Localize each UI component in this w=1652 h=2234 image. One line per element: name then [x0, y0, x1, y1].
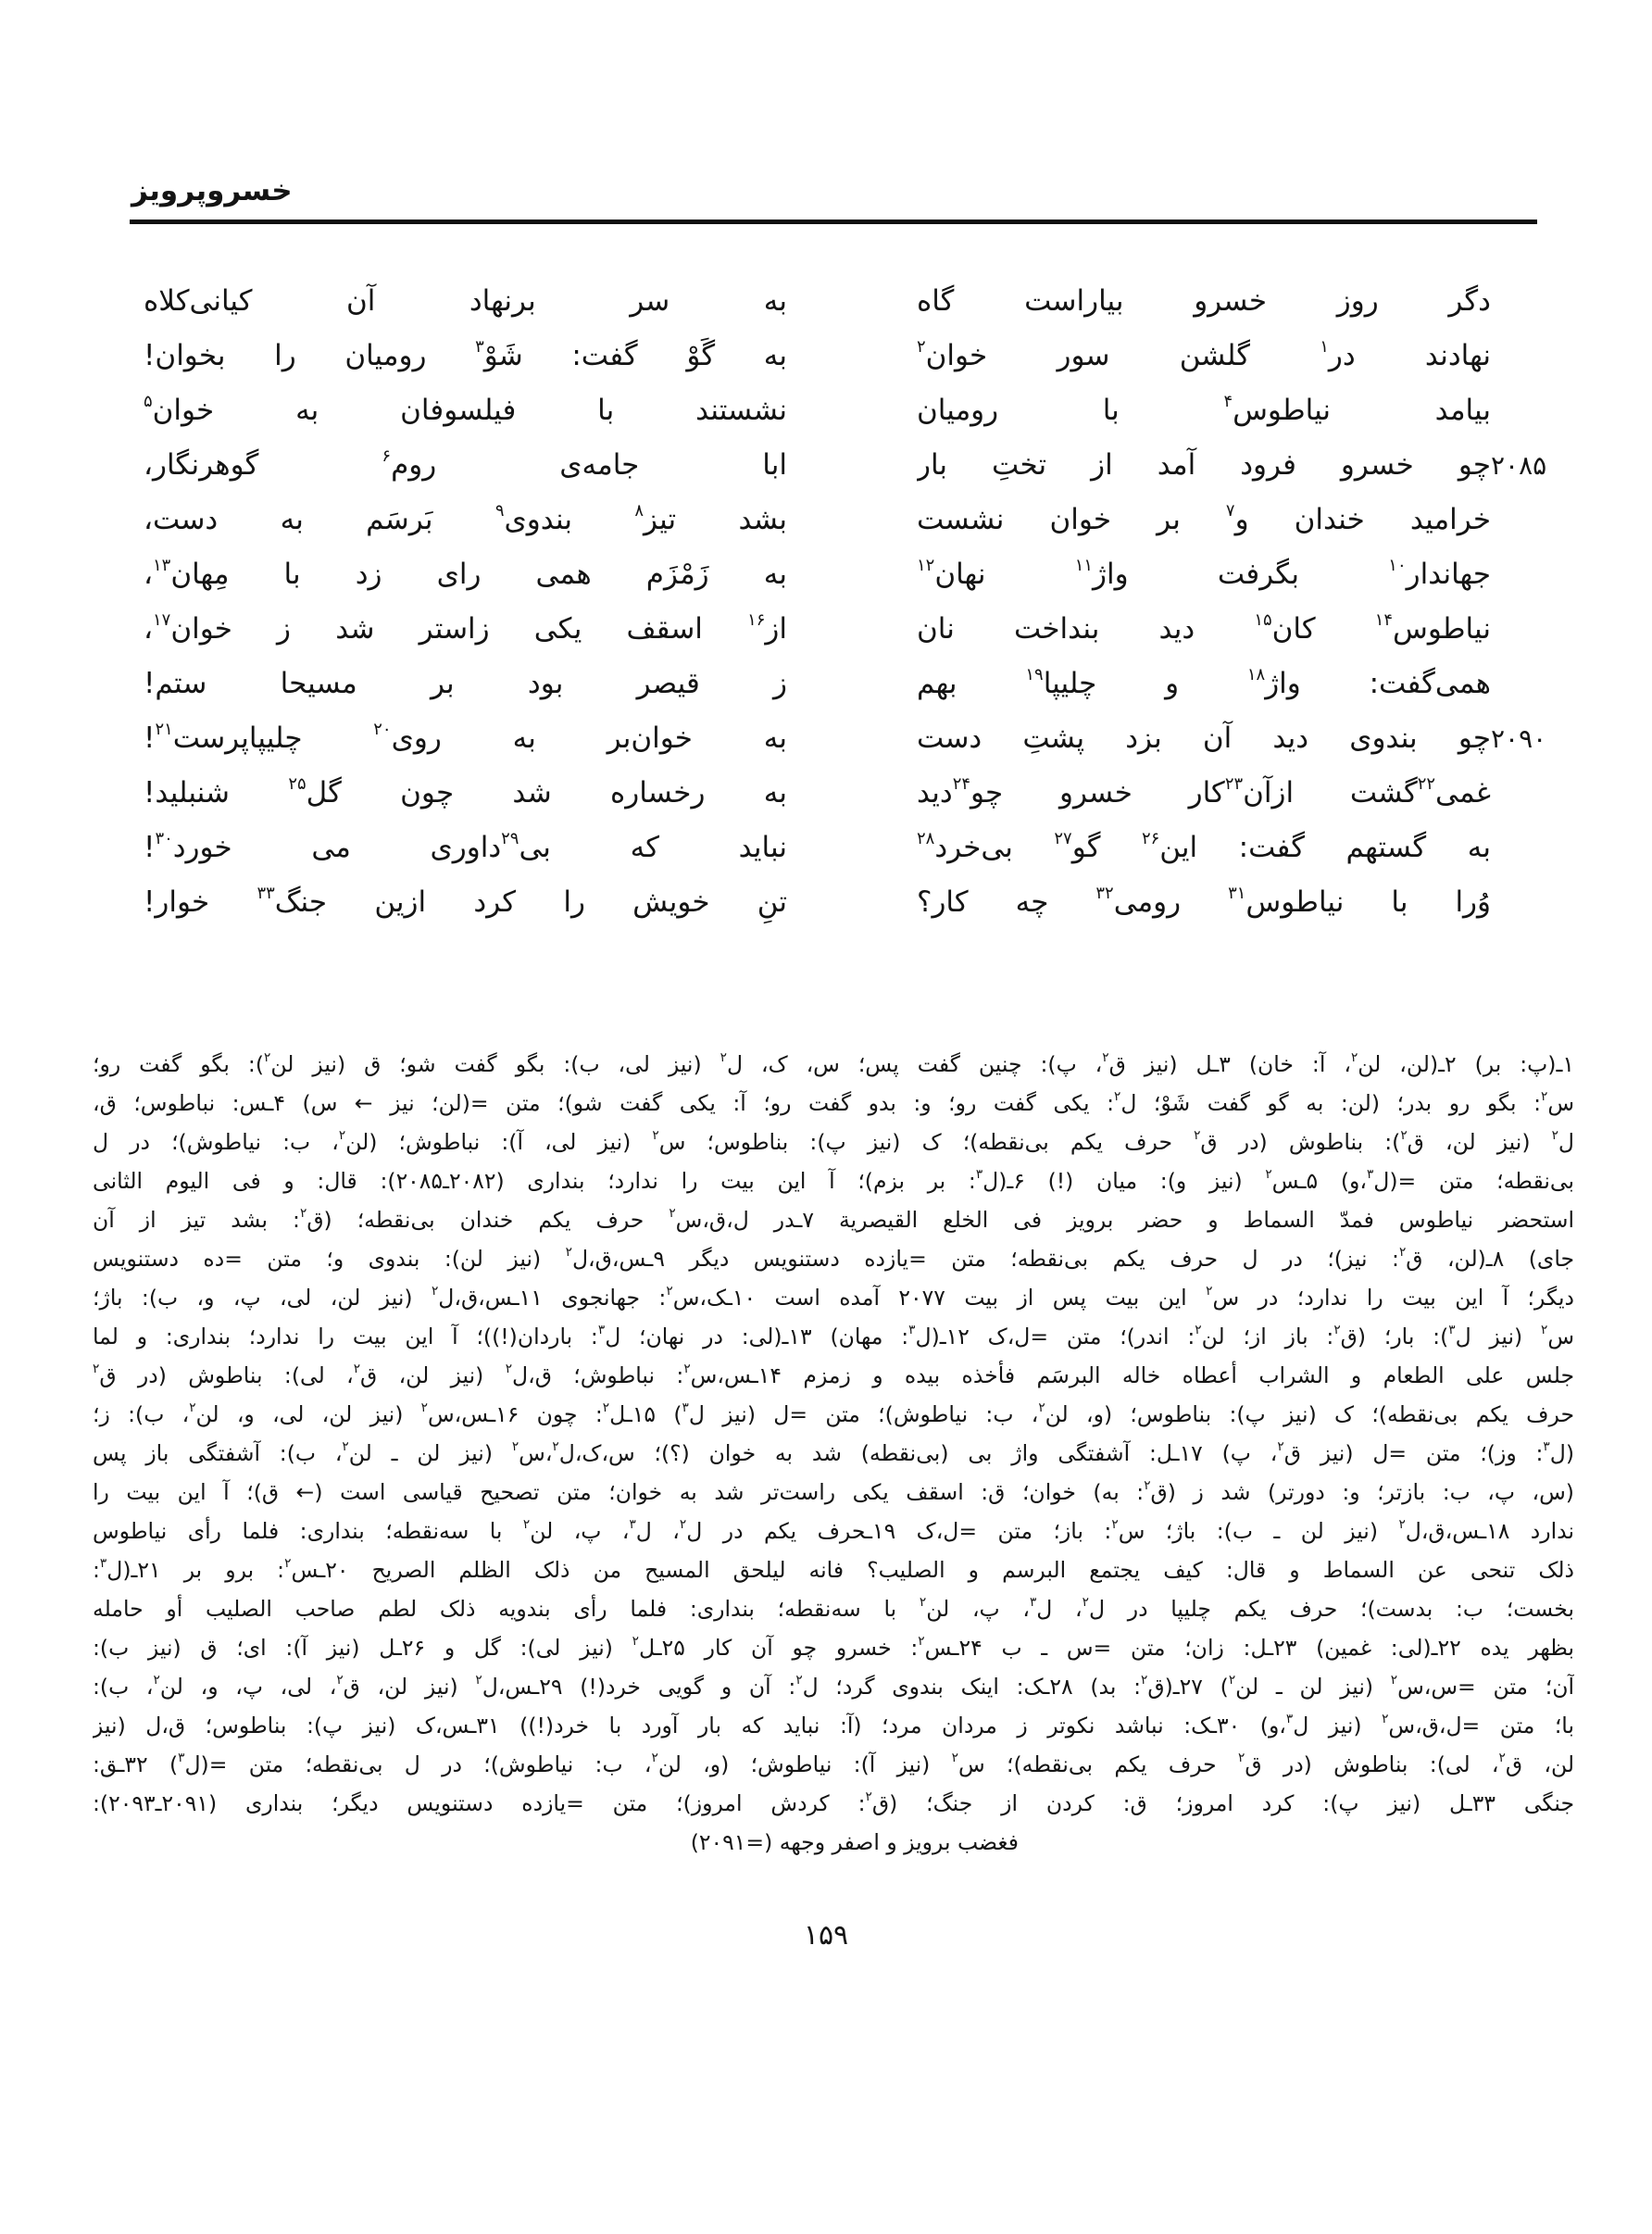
apparatus-line: س$^۲$ (نیز ل$^۳$): بار؛ (ق$^۲$: باز از؛ لن$^۲$: اندر)؛ متن =ل،ک ۱۲ـ(ل$^۳$: مهان) ۱۳ـ(لی: در نهان؛ ل$^۳$: باردان(!))؛ آ این بیت را ندارد؛ بنداری: و لما: [93, 1323, 1574, 1349]
poem-couplet: [144, 710, 1579, 765]
footnote-ref: ۲۰: [373, 720, 392, 740]
apparatus-line: آن؛ متن =س،س$^۲$ (نیز لن ـ لن$^۲$) ۲۷ـ(ق$^۲$: بد) ۲۸ـک: اینک بندوی گرد؛ ل$^۲$: آن و گویی خرد(!) ۲۹ـس،ل$^۲$ (نیز لن، ق$^۲$، لی، پ، و، لن$^۲$، ب):: [93, 1673, 1574, 1700]
footnote-ref: ۱۸: [1246, 665, 1266, 685]
verse-number: ۲۰۹۰: [1491, 723, 1547, 754]
footnote-ref: ۲۶: [1141, 829, 1160, 849]
verse-number: [1491, 409, 1579, 411]
footnote-ref: ۲: [342, 1439, 349, 1455]
footnote-ref: ۲: [865, 1789, 872, 1805]
footnote-ref: ۸: [634, 501, 645, 521]
apparatus-line: ندارد ۱۸ـس،ق،ل$^۲$ (نیز لن ـ ب): باژ؛ س$^۲$: باز؛ متن =ل،ک ۱۹ـحرف یکم در ل$^۲$، ل$^۳$، پ، لن$^۲$ با سه‌نقطه؛ بنداری: فلما رأی نیاطوس: [93, 1517, 1574, 1544]
footnote-ref: ۱۶: [747, 610, 766, 631]
footnote-ref: ۹: [494, 501, 505, 521]
footnote-ref: ۳: [975, 1167, 983, 1183]
footnote-ref: ۲: [336, 1673, 344, 1688]
footnote-ref: ۲: [284, 1556, 292, 1572]
footnote-ref: ۲: [1238, 1751, 1245, 1766]
apparatus-line: ۱ـ(پ: بر) ۲ـ(لن، لن$^۲$، آ: خان) ۳ـل (نیز ق$^۲$، پ): چنین گفت پس؛ س، ک، ل$^۲$ (نیز لی، ب): بگو گفت شو؛ ق (نیز لن$^۲$): بگو گفت رو؛: [93, 1050, 1574, 1077]
verse-number: [1491, 519, 1579, 521]
footnote-ref: ۳: [682, 1400, 689, 1416]
footnote-ref: ۳: [178, 1751, 185, 1766]
footnote-ref: ۲۷: [1054, 829, 1072, 849]
poem-couplet: [144, 656, 1579, 710]
poem-couplet: [144, 601, 1579, 656]
hemistich-first: جهاندار$^{۱۰}$ بگرفت واژ$^{۱۱}$ نهان$^{۱۲}$: [917, 556, 1491, 591]
footnote-ref: ۲: [666, 1284, 673, 1299]
footnote-ref: ۲: [338, 1128, 346, 1144]
poem-couplet: [144, 874, 1579, 929]
footnote-ref: ۱: [1320, 337, 1329, 358]
footnote-ref: ۲: [1141, 1673, 1148, 1688]
footnote-ref: ۲۸: [917, 829, 935, 849]
poem-couplet: [144, 383, 1579, 437]
header-rule: [130, 220, 1537, 224]
footnote-ref: ۲: [1498, 1751, 1506, 1766]
apparatus-line: استحضر نیاطوس فمدّ السماط و حضر برویز فی الخلع القیصریة ۷ـدر ل،ق،س$^۲$ حرف یکم خندان بی‌نقطه؛ (ق$^۲$: بشد تیز از آن: [93, 1206, 1574, 1233]
apparatus-line: بی‌نقطه؛ متن =(ل$^۳$،و) ۵ـس$^۲$ (نیز و): میان (!) ۶ـ(ل$^۳$: بر بزم)؛ آ این بیت را ندارد؛ بنداری (۲۰۸۲ـ۲۰۸۵): قال: و فی الیوم الثانی: [93, 1167, 1574, 1194]
footnote-ref: ۱۳: [153, 556, 171, 576]
footnote-ref: ۲: [420, 1400, 428, 1416]
verse-number: [1491, 300, 1579, 302]
footnote-ref: ۳: [629, 1517, 636, 1533]
poem-couplet: [144, 765, 1579, 820]
footnote-ref: ۲: [552, 1439, 559, 1455]
verse-number: [1491, 683, 1579, 684]
poem-couplet: [144, 492, 1579, 546]
footnote-ref: ۲: [93, 1362, 100, 1377]
footnote-ref: ۲: [917, 337, 926, 358]
footnote-ref: ۲: [1114, 1089, 1121, 1105]
footnote-ref: ۲: [511, 1439, 519, 1455]
footnote-ref: ۱۴: [1374, 610, 1394, 631]
footnote-ref: ۲: [1111, 1517, 1119, 1533]
footnote-ref: ۲۹: [501, 829, 519, 849]
verse-number: [1491, 847, 1579, 848]
verse-number: [1491, 573, 1579, 575]
footnote-ref: ۲: [431, 1284, 439, 1299]
footnote-ref: ۴: [1223, 392, 1233, 412]
apparatus-line: جلس علی الطعام و الشراب أعطاه خاله البرسَم فأخذه بیده و زمزم ۱۴ـس،س$^۲$: نباطوش؛ ق،ل$^۲$ (نیز لن، ق$^۲$، لی): بناطوش (در ق$^۲$: [93, 1362, 1574, 1388]
hemistich-second: بشد تیز$^۸$ بندوی$^۹$ بَرسَم به دست،: [144, 501, 787, 536]
footnote-ref: ۲: [1277, 1439, 1284, 1455]
apparatus-line: ل$^۲$ (نیز لن، ق$^۲$): بناطوش (در ق$^۲$ حرف یکم بی‌نقطه)؛ ک (نیز پ): بناطوس؛ س$^۲$ (نیز لی، آ): نباطوش؛ (لن$^۲$، ب: نیاطوش)؛ در ل: [93, 1128, 1574, 1155]
hemistich-second: ز قیصر بود بر مسیحا ستم!: [144, 666, 787, 700]
footnote-ref: ۲: [1398, 1517, 1406, 1533]
footnote-ref: ۲۲: [1417, 774, 1436, 795]
footnote-ref: ۲: [1551, 1128, 1558, 1144]
footnote-ref: ۲: [505, 1362, 513, 1377]
hemistich-second: به رخساره شد چون گل$^{۲۵}$ شنبلید!: [144, 774, 787, 810]
footnote-ref: ۲: [353, 1362, 361, 1377]
apparatus-line: (ل$^۳$: وز)؛ متن =ل (نیز ق$^۲$، پ) ۱۷ـل: آشفتگی واژ بی (بی‌نقطه) شد به خوان (؟)؛ س،ک،ل$^۲$،س$^۲$ (نیز لن ـ لن$^۲$، ب): آشفتگی باز پس: [93, 1439, 1574, 1466]
footnote-ref: ۲: [1382, 1712, 1389, 1727]
poem-couplet: [144, 546, 1579, 601]
footnote-ref: ۳: [475, 337, 484, 358]
footnote-ref: ۲: [565, 1245, 572, 1261]
footnote-ref: ۲: [1541, 1089, 1548, 1105]
footnote-ref: ۲: [602, 1400, 610, 1416]
poem-couplet: [144, 273, 1579, 328]
apparatus-line: جای) ۸ـ(لن، ق$^۲$: نیز)؛ در ل حرف یکم بی‌نقطه؛ متن =یازده دستنویس دیگر ۹ـس،ق،ل$^۲$ (نیز لن): بندوی و؛ متن =ده دستنویس: [93, 1245, 1574, 1272]
hemistich-second: به سر برنهاد آن کیانی‌کلاه: [144, 283, 787, 318]
footnote-ref: ۳: [99, 1556, 107, 1572]
footnote-ref: ۲: [1390, 1673, 1398, 1688]
footnote-ref: ۱۵: [1254, 610, 1272, 631]
footnote-ref: ۳۳: [257, 884, 275, 904]
footnote-ref: ۲: [1350, 1050, 1358, 1066]
footnote-ref: ۲: [1398, 1245, 1407, 1261]
poem-couplet: [144, 328, 1579, 383]
footnote-ref: ۷: [1225, 501, 1235, 521]
footnote-ref: ۲: [795, 1673, 803, 1688]
footnote-ref: ۲: [1102, 1050, 1109, 1066]
hemistich-first: چو بندوی دید آن بزد پشتِ دست: [917, 721, 1491, 755]
footnote-ref: ۳: [1029, 1595, 1037, 1611]
footnote-ref: ۲: [1265, 1167, 1272, 1183]
page-header-title: خسروپرویز: [131, 174, 293, 207]
apparatus-line: بظهر یده ۲۲ـ(لی: غمین) ۲۳ـل: زان؛ متن =س ـ ب ۲۴ـس$^۲$: خسرو چو آن کار ۲۵ـل$^۲$ (نیز لی): گل و ۲۶ـل (نیز آ): ای؛ ق (نیز ب):: [93, 1634, 1574, 1661]
verse-number: [1491, 901, 1579, 903]
footnote-ref: ۳۲: [1095, 884, 1114, 904]
footnote-ref: ۶: [382, 446, 392, 467]
footnote-ref: ۲: [1195, 1323, 1202, 1338]
footnote-ref: ۲: [1144, 1478, 1151, 1494]
hemistich-second: ابا جامه‌ی روم$^۶$ گوهرنگار،: [144, 446, 787, 482]
footnote-ref: ۱۲: [917, 556, 935, 576]
apparatus-line: لن، ق$^۲$، لی): بناطوش (در ق$^۲$ حرف یکم بی‌نقطه)؛ س$^۲$ (نیز آ): نیاطوش؛ (و، لن$^۲$، ب: نیاطوش)؛ در ل بی‌نقطه؛ متن =(ل$^۳$) ۳۲ـق:: [93, 1751, 1574, 1777]
critical-apparatus: [93, 1045, 1574, 1862]
footnote-ref: ۳: [908, 1323, 916, 1338]
footnote-ref: ۲: [651, 1751, 658, 1766]
hemistich-first: بیامد نیاطوس$^۴$ با رومیان: [917, 392, 1491, 427]
page-number: ۱۵۹: [803, 1919, 849, 1952]
apparatus-line: جنگی ۳۳ـل (نیز پ): کرد امروز؛ ق: کردن از جنگ؛ (ق$^۲$: کردش امروز)؛ متن =یازده دستنویس دیگر؛ بنداری (۲۰۹۱ـ۲۰۹۳):: [93, 1789, 1574, 1816]
footnote-ref: ۲: [951, 1751, 958, 1766]
footnote-ref: ۲: [918, 1634, 925, 1650]
hemistich-first: همی‌گفت: واژ$^{۱۸}$ و چلیپا$^{۱۹}$ بهم: [917, 665, 1491, 700]
hemistich-first: به گستهم گفت: این$^{۲۶}$ گو$^{۲۷}$ بی‌خرد$^{۲۸}$: [917, 829, 1491, 864]
footnote-ref: ۱۷: [153, 610, 171, 631]
hemistich-second: از$^{۱۶}$ اسقف یکی زاستر شد ز خوان$^{۱۷}$،: [144, 610, 787, 646]
footnote-ref: ۲: [679, 1517, 687, 1533]
footnote-ref: ۳: [1366, 1167, 1374, 1183]
footnote-ref: ۲: [632, 1634, 639, 1650]
footnote-ref: ۲۵: [288, 774, 307, 795]
verse-number: [1491, 792, 1579, 794]
apparatus-line: با؛ متن =ل،ق،س$^۲$ (نیز ل$^۳$،و) ۳۰ـک: نباشد نکوتر ز مردان مرد؛ (آ: نباید که بار آورد با خرد(!)) ۳۱ـس،ک (نیز پ): بناطوس؛ ق،ل (نیز: [93, 1712, 1574, 1738]
footnote-ref: ۲: [299, 1206, 307, 1222]
apparatus-line: (س، پ، ب: بازتر؛ و: دورتر) شد ز (ق$^۲$: به) خوان؛ ق: اسقف یکی راست‌تر شد به خوان؛ متن تصحیح قیاسی است (← ق)؛ آ این بیت را: [93, 1478, 1574, 1505]
footnote-ref: ۳۰: [155, 829, 173, 849]
footnote-ref: ۲: [919, 1595, 927, 1611]
footnote-ref: ۲: [1194, 1128, 1201, 1144]
poem-couplet: [144, 820, 1579, 874]
hemistich-second: تنِ خویش را کرد ازین جنگ$^{۳۳}$ خوار!: [144, 884, 787, 919]
hemistich-first: دگر روز خسرو بیاراست گاه: [917, 283, 1491, 318]
footnote-ref: ۳: [597, 1323, 606, 1338]
hemistich-first: چو خسرو فرود آمد از تختِ بار: [917, 447, 1491, 482]
footnote-ref: ۳: [1448, 1323, 1456, 1338]
hemistich-first: غمی$^{۲۲}$گشت ازآن$^{۲۳}$کار خسرو چو$^{۲۴}$دید: [917, 774, 1491, 810]
poem: [144, 273, 1579, 929]
hemistich-second: به گَوْ گفت: شَوْ$^۳$ رومیان را بخوان!: [144, 337, 787, 372]
footnote-ref: ۲: [1333, 1323, 1341, 1338]
footnote-ref: ۲: [720, 1050, 727, 1066]
verse-number: [1491, 628, 1579, 630]
footnote-ref: ۲۴: [952, 774, 971, 795]
hemistich-first: خرامید خندان و$^۷$ بر خوان نشست: [917, 501, 1491, 536]
apparatus-line: س$^۲$: بگو رو بدر؛ (لن: به گو گفت شَوْ؛ ل$^۲$: یکی گفت رو؛ و: بدو گفت رو؛ آ: یکی گفت شو)؛ متن =(لن؛ نیز ← س) ۴ـس: نباطوس؛ ق،: [93, 1089, 1574, 1116]
footnote-ref: ۳۱: [1228, 884, 1246, 904]
apparatus-line: دیگر؛ آ این بیت را ندارد؛ در س$^۲$ این بیت پس از بیت ۲۰۷۷ آمده است ۱۰ـک،س$^۲$: جهانجوی ۱۱ـس،ق،ل$^۲$ (نیز لن، لی، پ، و، ب): باژ؛: [93, 1284, 1574, 1311]
hemistich-second: به خوان‌بر به روی$^{۲۰}$ چلیپاپرست$^{۲۱}$!: [144, 720, 787, 755]
apparatus-line: حرف یکم بی‌نقطه)؛ ک (نیز پ): بناطوس؛ (و، لن$^۲$، ب: نیاطوش)؛ متن =ل (نیز ل$^۳$) ۱۵ـل$^۲$: چون ۱۶ـس،س$^۲$ (نیز لن، لی، و، لن$^۲$، ب): ز؛: [93, 1400, 1574, 1427]
footnote-ref: ۲۱: [155, 720, 173, 740]
footnote-ref: ۵: [144, 392, 153, 412]
apparatus-line: فغضب برویز و اصفر وجهه (=۲۰۹۱): [690, 1829, 1019, 1855]
footnote-ref: ۲: [652, 1128, 659, 1144]
hemistich-first: نیاطوس$^{۱۴}$ کان$^{۱۵}$ دید بنداخت نان: [917, 610, 1491, 646]
footnote-ref: ۳: [1543, 1439, 1550, 1455]
footnote-ref: ۲: [1206, 1284, 1213, 1299]
footnote-ref: ۳: [1285, 1712, 1294, 1727]
apparatus-line: بخست؛ ب: بدست)؛ حرف یکم چلیپا در ل$^۲$، ل$^۳$، پ، لن$^۲$ با سه‌نقطه؛ بنداری: فلما رأی بندویه ذلک لطم صاحب الصلیب أو حامله: [93, 1595, 1574, 1622]
footnote-ref: ۲: [1541, 1323, 1548, 1338]
footnote-ref: ۱۰: [1388, 556, 1407, 576]
footnote-ref: ۲: [669, 1206, 676, 1222]
footnote-ref: ۲: [683, 1362, 691, 1377]
footnote-ref: ۲: [1228, 1673, 1236, 1688]
footnote-ref: ۱۱: [1074, 556, 1094, 576]
hemistich-second: به زَمْزَم همی رای زد با مِهان$^{۱۳}$،: [144, 556, 787, 591]
footnote-ref: ۲۳: [1224, 774, 1244, 795]
footnote-ref: ۱۹: [1025, 665, 1044, 685]
hemistich-first: وُرا با نیاطوس$^{۳۱}$ رومی$^{۳۲}$ چه کار؟: [917, 884, 1491, 919]
footnote-ref: ۲: [153, 1673, 160, 1688]
verse-number: ۲۰۸۵: [1491, 450, 1547, 481]
poem-couplet: [144, 437, 1579, 492]
footnote-ref: ۲: [522, 1517, 531, 1533]
apparatus-line: ذلک تنحی عن السماط و قال: کیف یجتمع البرسم و الصلیب؟ فانه لیلحق المسیح من ذلک الظلم الصریح ۲۰ـس$^۲$: برو بر ۲۱ـ(ل$^۳$:: [93, 1556, 1574, 1583]
footnote-ref: ۲: [189, 1400, 196, 1416]
footnote-ref: ۲: [1400, 1128, 1408, 1144]
footnote-ref: ۲: [1082, 1595, 1089, 1611]
hemistich-first: نهادند در$^۱$ گلشن سور خوان$^۲$: [917, 337, 1491, 372]
footnote-ref: ۲: [475, 1673, 482, 1688]
verse-number: [1491, 355, 1579, 357]
hemistich-second: نباید که بی$^{۲۹}$داوری می خورد$^{۳۰}$!: [144, 829, 787, 864]
footnote-ref: ۲: [264, 1050, 271, 1066]
hemistich-second: نشستند با فیلسوفان به خوان$^۵$: [144, 392, 787, 427]
footnote-ref: ۲: [1038, 1400, 1045, 1416]
